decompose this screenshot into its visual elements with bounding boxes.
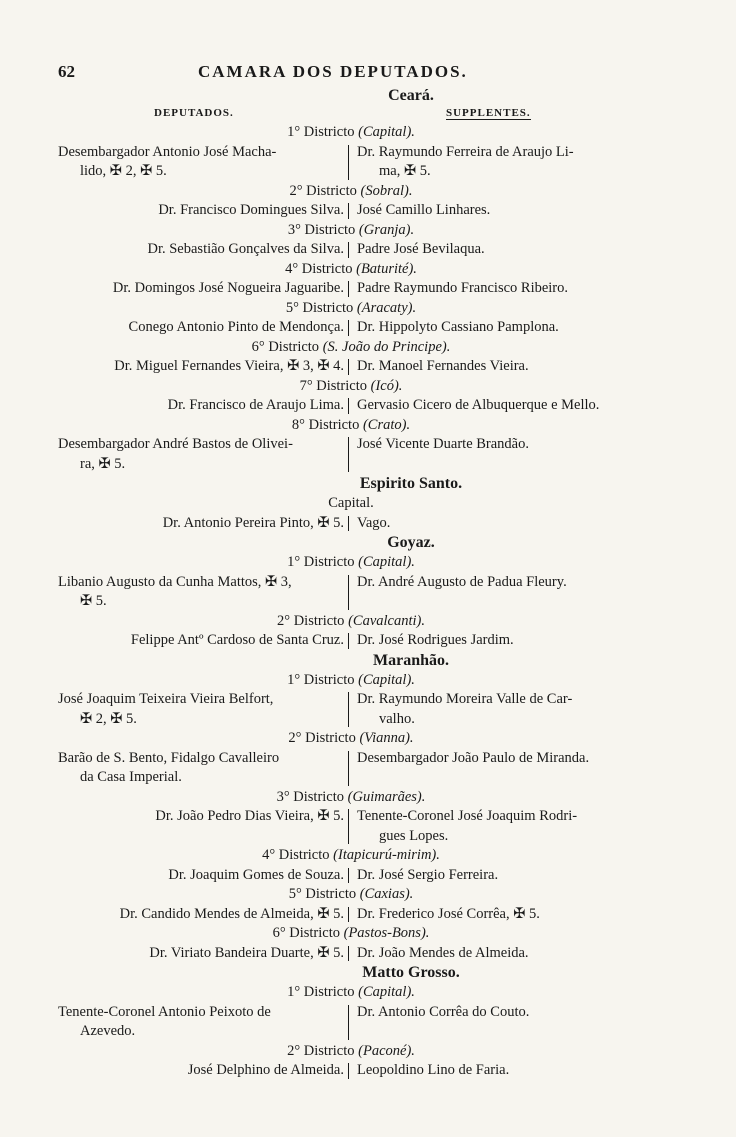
deputy-entry — [58, 357, 348, 377]
deputy-name-line: Dr. Francisco de Araujo Lima. — [167, 397, 344, 413]
supplent-entry — [357, 866, 644, 886]
supplent-entry — [357, 514, 644, 534]
province-heading: Espirito Santo. — [359, 475, 463, 492]
deputy-name-line: lido, ✠ 2, ✠ 5. — [80, 163, 167, 179]
district-label: 2° Districto — [289, 182, 357, 199]
deputy-entry — [58, 514, 348, 534]
supplent-entry — [357, 201, 644, 221]
district-place: (Icó). — [370, 377, 403, 394]
deputy-entry — [58, 396, 348, 416]
deputy-name-line: Azevedo. — [80, 1023, 136, 1039]
province-heading: Ceará. — [388, 87, 434, 104]
district-heading — [58, 221, 644, 241]
district-heading — [58, 1042, 644, 1062]
supplent-entry — [357, 396, 644, 416]
member-row — [58, 905, 644, 925]
deputy-entry — [58, 240, 348, 260]
deputy-entry — [58, 866, 348, 886]
supplent-name-line: Dr. Frederico José Corrêa, ✠ 5. — [357, 905, 540, 922]
supplent-name-line: José Camillo Linhares. — [357, 202, 491, 218]
supplent-entry — [357, 143, 644, 182]
supplent-name-line: Gervasio Cicero de Albuquerque e Mello. — [357, 397, 600, 413]
supplent-name-line: Dr. Raymundo Ferreira de Araujo Li- — [357, 143, 574, 160]
member-row — [58, 1003, 644, 1042]
deputy-entry — [58, 631, 348, 651]
supplent-name-line: ma, ✠ 5. — [379, 163, 431, 179]
supplent-name-line: Leopoldino Lino de Faria. — [357, 1062, 510, 1078]
deputy-name-line: Dr. Antonio Pereira Pinto, ✠ 5. — [162, 514, 344, 531]
column-separator — [348, 516, 357, 532]
district-heading — [58, 885, 644, 905]
deputy-entry — [58, 690, 348, 729]
supplent-name-line: valho. — [379, 710, 415, 727]
deputy-name-line: Dr. Viriato Bandeira Duarte, ✠ 5. — [149, 944, 344, 961]
deputy-name-line: Dr. Sebastião Gonçalves da Silva. — [147, 241, 344, 257]
district-label: 2° Districto — [288, 730, 356, 746]
deputy-name-line: ✠ 5. — [80, 593, 107, 609]
member-row — [58, 396, 644, 416]
district-heading — [58, 338, 644, 358]
supplent-name-line: Dr. Antonio Corrêa do Couto. — [357, 1003, 530, 1020]
district-heading — [58, 553, 644, 573]
district-heading — [58, 983, 644, 1003]
deputy-name-line: Conego Antonio Pinto de Mendonça. — [128, 319, 344, 335]
district-place: (Capital). — [358, 554, 415, 570]
deputy-name-line: Dr. Miguel Fernandes Vieira, ✠ 3, ✠ 4. — [114, 358, 344, 374]
supplent-name-line: Tenente-Coronel José Joaquim Rodri- — [357, 808, 578, 824]
district-heading — [58, 729, 644, 749]
supplent-entry — [357, 435, 644, 474]
member-row — [58, 573, 644, 612]
supplent-name-line: Dr. Raymundo Moreira Valle de Car- — [357, 691, 573, 707]
deputy-name-line: Libanio Augusto da Cunha Mattos, ✠ 3, — [58, 573, 292, 590]
supplent-name-line: gues Lopes. — [379, 827, 449, 844]
deputy-entry — [58, 807, 348, 846]
member-row — [58, 240, 644, 260]
member-row — [58, 944, 644, 964]
district-heading — [58, 612, 644, 632]
member-row — [58, 318, 644, 338]
supplent-entry — [357, 807, 644, 846]
page-number: 62 — [58, 62, 75, 81]
district-heading — [58, 494, 644, 514]
deputy-name-line: ✠ 2, ✠ 5. — [80, 710, 137, 727]
column-separator — [348, 203, 357, 219]
column-headers — [58, 106, 644, 123]
province-heading: Goyaz. — [387, 534, 435, 551]
deputy-name-line: Dr. Domingos José Nogueira Jaguaribe. — [112, 280, 344, 296]
district-heading — [58, 416, 644, 436]
member-row — [58, 866, 644, 886]
deputy-name-line: Dr. João Pedro Dias Vieira, ✠ 5. — [155, 808, 344, 824]
district-place: (Pastos-Bons). — [343, 925, 430, 941]
district-label: 5° Districto — [285, 299, 354, 316]
deputy-entry — [58, 435, 348, 474]
district-place: (S. João do Principe). — [322, 338, 451, 355]
district-place: (Sobral). — [360, 182, 413, 199]
running-title: CAMARA DOS DEPUTADOS. — [198, 62, 468, 81]
province-heading: Matto Grosso. — [362, 964, 460, 981]
supplent-entry — [357, 944, 644, 964]
deputy-name-line: Dr. Francisco Domingues Silva. — [158, 202, 344, 218]
column-separator — [348, 809, 357, 844]
document-page — [58, 58, 644, 1081]
deputy-name-line: da Casa Imperial. — [80, 769, 182, 785]
content — [58, 86, 644, 1081]
district-heading — [58, 123, 644, 143]
deputy-name-line: Felippe Antº Cardoso de Santa Cruz. — [130, 632, 344, 648]
district-heading — [58, 377, 644, 397]
district-label: 3° Districto — [287, 221, 356, 238]
column-separator — [348, 281, 357, 297]
district-place: (Baturité). — [356, 260, 417, 277]
district-place: (Vianna). — [359, 730, 414, 746]
member-row — [58, 201, 644, 221]
supplent-name-line: Dr. Hippolyto Cassiano Pamplona. — [357, 319, 559, 335]
member-row — [58, 631, 644, 651]
member-row — [58, 357, 644, 377]
district-label: 7° Districto — [299, 377, 367, 394]
supplent-entry — [357, 1061, 644, 1081]
district-place: (Cavalcanti). — [348, 612, 425, 629]
district-label: 4° Districto — [262, 847, 330, 863]
supplent-name-line: Dr. André Augusto de Padua Fleury. — [357, 573, 567, 590]
district-label: 6° Districto — [251, 338, 320, 355]
member-row — [58, 749, 644, 788]
column-separator — [348, 437, 357, 472]
district-label: 2° Districto — [287, 1042, 355, 1059]
deputy-entry — [58, 143, 348, 182]
column-separator — [348, 946, 357, 962]
supplent-name-line: José Vicente Duarte Brandão. — [357, 436, 529, 452]
district-place: (Caxias). — [359, 886, 414, 902]
district-heading — [58, 788, 644, 808]
district-place: (Granja). — [358, 221, 415, 238]
deputy-entry — [58, 1061, 348, 1081]
district-label: 4° Districto — [285, 260, 353, 277]
district-heading — [58, 182, 644, 202]
supplent-name-line: Padre Raymundo Francisco Ribeiro. — [357, 280, 569, 296]
deputy-name-line: José Joaquim Teixeira Vieira Belfort, — [58, 691, 274, 707]
province-heading: Maranhão. — [373, 651, 449, 669]
column-separator — [348, 692, 357, 727]
supplents-column-header: SUPPLENTES. — [446, 107, 531, 119]
deputy-name-line: Tenente-Coronel Antonio Peixoto de — [58, 1003, 271, 1020]
district-place: (Paconé). — [358, 1042, 415, 1059]
district-place: (Aracaty). — [356, 299, 417, 316]
district-label: Capital. — [328, 495, 374, 511]
column-separator — [348, 145, 357, 180]
deputies-column-header: DEPUTADOS. — [154, 107, 234, 119]
column-separator — [348, 575, 357, 610]
supplent-name-line: Dr. José Rodrigues Jardim. — [357, 632, 514, 648]
supplent-entry — [357, 357, 644, 377]
deputy-name-line: Dr. Candido Mendes de Almeida, ✠ 5. — [119, 905, 344, 922]
supplent-entry — [357, 279, 644, 299]
deputy-entry — [58, 201, 348, 221]
deputy-entry — [58, 573, 348, 612]
column-separator — [348, 907, 357, 923]
supplent-entry — [357, 631, 644, 651]
deputy-name-line: Dr. Joaquim Gomes de Souza. — [168, 866, 344, 883]
member-row — [58, 690, 644, 729]
supplent-entry — [357, 573, 644, 612]
district-label: 1° Districto — [287, 984, 355, 1000]
member-row — [58, 143, 644, 182]
district-heading — [58, 846, 644, 866]
district-heading — [58, 924, 644, 944]
district-label: 5° Districto — [288, 886, 357, 902]
supplent-entry — [357, 690, 644, 729]
deputy-entry — [58, 944, 348, 964]
deputy-entry — [58, 749, 348, 788]
member-row — [58, 1061, 644, 1081]
deputy-entry — [58, 905, 348, 925]
column-separator — [348, 1005, 357, 1040]
district-label: 3° Districto — [276, 788, 345, 805]
district-label: 1° Districto — [287, 124, 355, 140]
district-place: (Itapicurú-mirim). — [333, 847, 440, 863]
deputy-name-line: Desembargador Antonio José Macha- — [58, 143, 277, 160]
supplent-entry — [357, 905, 644, 925]
deputy-name-line: Desembargador André Bastos de Olivei- — [58, 436, 293, 452]
district-label: 6° Districto — [272, 925, 340, 941]
column-separator — [348, 751, 357, 786]
district-label: 1° Districto — [287, 671, 355, 688]
member-row — [58, 435, 644, 474]
deputy-name-line: Barão de S. Bento, Fidalgo Cavalleiro — [58, 749, 280, 766]
supplent-name-line: Desembargador João Paulo de Miranda. — [357, 749, 590, 766]
district-place: (Capital). — [358, 124, 415, 140]
column-separator — [348, 359, 357, 375]
column-separator — [348, 398, 357, 414]
column-separator — [348, 242, 357, 258]
district-label: 2° Districto — [277, 612, 345, 629]
deputy-entry — [58, 1003, 348, 1042]
deputy-name-line: ra, ✠ 5. — [80, 455, 126, 472]
supplent-name-line: Padre José Bevilaqua. — [357, 241, 485, 257]
district-label: 1° Districto — [287, 554, 355, 570]
column-separator — [348, 868, 357, 884]
column-separator — [348, 320, 357, 336]
district-label: 8° Districto — [291, 416, 360, 433]
deputy-entry — [58, 279, 348, 299]
district-place: (Capital). — [358, 984, 415, 1000]
member-row — [58, 279, 644, 299]
member-row — [58, 807, 644, 846]
running-header — [58, 58, 644, 86]
supplent-name-line: Dr. José Sergio Ferreira. — [357, 866, 499, 883]
deputy-name-line: José Delphino de Almeida. — [187, 1062, 344, 1078]
district-place: (Guimarães). — [347, 788, 426, 805]
column-separator — [348, 633, 357, 649]
supplent-entry — [357, 318, 644, 338]
supplent-entry — [357, 240, 644, 260]
district-heading — [58, 260, 644, 280]
supplent-entry — [357, 749, 644, 788]
supplent-name-line: Dr. Manoel Fernandes Vieira. — [357, 358, 529, 374]
supplent-entry — [357, 1003, 644, 1042]
district-heading — [58, 671, 644, 691]
deputy-entry — [58, 318, 348, 338]
supplent-name-line: Dr. João Mendes de Almeida. — [357, 944, 529, 961]
column-separator — [348, 1063, 357, 1079]
district-heading — [58, 299, 644, 319]
supplent-name-line: Vago. — [357, 514, 391, 531]
district-place: (Capital). — [358, 671, 415, 688]
member-row — [58, 514, 644, 534]
district-place: (Crato). — [362, 416, 411, 433]
